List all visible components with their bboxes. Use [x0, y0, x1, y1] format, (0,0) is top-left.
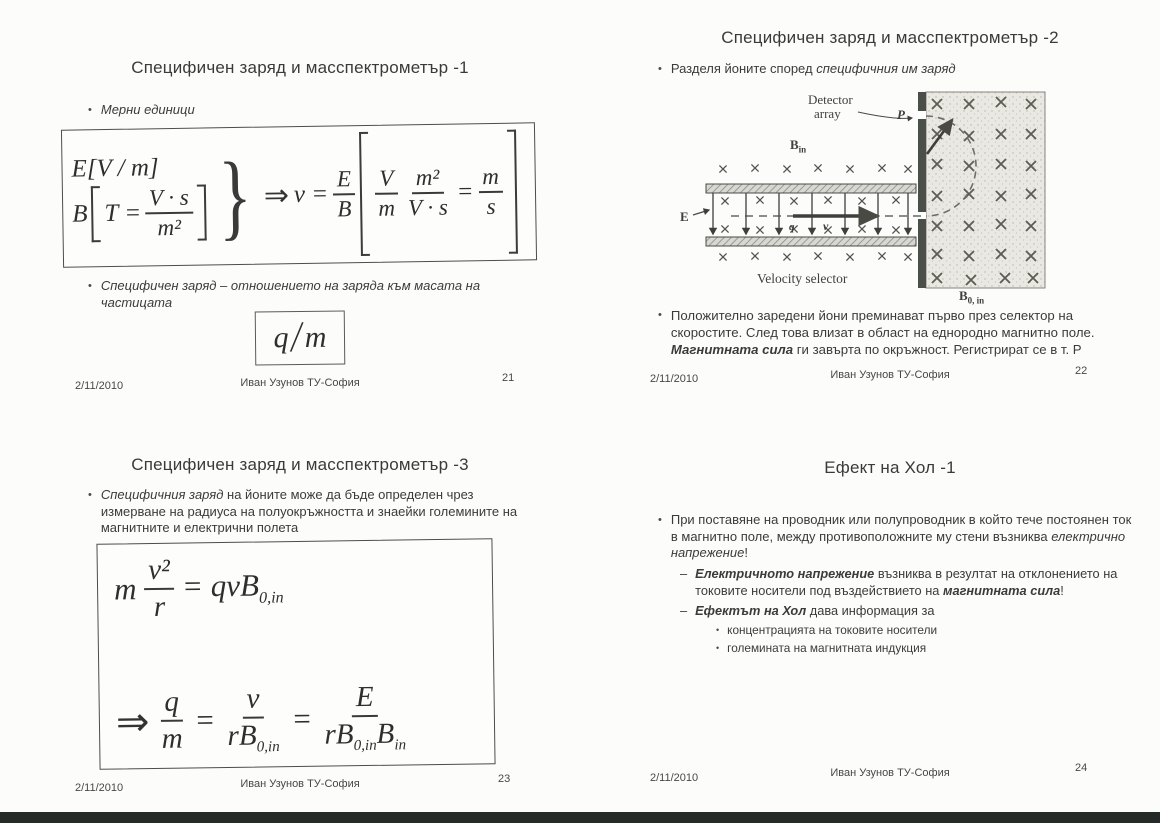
formula-b-units	[72, 184, 207, 242]
slide2-title: Специфичен заряд и масспектрометър -2	[721, 28, 1059, 47]
field-x-marks-above	[719, 164, 911, 172]
scanner-edge-strip	[0, 812, 1160, 823]
left-bracket	[359, 132, 370, 256]
b-in-label: $B_{in}$	[790, 137, 807, 155]
formula-tesla-eq: T =	[104, 198, 142, 227]
slide2-page-number: 22	[1075, 365, 1088, 377]
velocity-selector-label: Velocity selector	[757, 271, 848, 286]
bullet-icon: •	[716, 624, 720, 635]
sub-bold-voltage: Електричното напрежение	[695, 565, 875, 581]
paragraph-part1: Положително заредени йони преминават първо през селектор на скоростите. След това влизат в област на еднородно магнитно поле.	[670, 308, 1095, 341]
point-p-label: P	[897, 107, 905, 122]
slide4-sub-bullet-hall-info	[680, 603, 1140, 620]
item-text-concentration: концентрацията на токовите носители	[727, 622, 938, 637]
slide1-footer-author: Иван Узунов ТУ-София	[240, 377, 360, 389]
slide2-description-paragraph	[658, 307, 1136, 358]
detector-array-label-line2: array	[814, 106, 841, 121]
charge-q-label: q	[789, 221, 795, 233]
bullet-italic-part: специфичния им заряд	[816, 61, 956, 76]
implies-arrow: ⇒	[263, 178, 290, 213]
fraction-e-rbb: $\frac{E}{rB_{0,in}B_{in}}$	[324, 681, 407, 755]
slide4-sub-bullet-voltage	[680, 566, 1140, 599]
fraction-m-s: $\frac{m}{s}$	[478, 164, 504, 220]
sub-bold-hall-effect: Ефектът на Хол	[695, 603, 807, 619]
slide3-footer-author: Иван Узунов ТУ-София	[240, 778, 360, 790]
bullet-icon: •	[658, 309, 662, 321]
slide3-formula-box	[96, 538, 495, 770]
slide-22-specific-charge-2	[620, 15, 1160, 400]
slide-21-specific-charge-1	[40, 40, 560, 420]
main-bullet-end: !	[744, 545, 748, 561]
fraction-q-m: $\frac{q}{m}$	[161, 685, 183, 755]
e-field-arrows	[713, 193, 908, 234]
bullet-rest: на йоните може да бъде определен чрез измерване на радиуса на полуокръжността и знаейки големините на магнитните и електрични полета	[100, 487, 518, 536]
paragraph-bold-magnetic-force: Магнитната сила	[670, 342, 794, 358]
bullet-icon: •	[88, 104, 92, 116]
slide4-body	[658, 512, 1140, 657]
main-bullet-italic: електрично напрежение	[670, 528, 1126, 561]
mass-spectrometer-diagram	[675, 88, 1135, 305]
bullet-lead: Разделя йоните според	[670, 61, 817, 76]
equals-sign: =	[194, 702, 216, 738]
equals-sign: =	[291, 700, 313, 737]
slide3-bullet-method	[88, 487, 518, 537]
top-plate	[706, 184, 916, 193]
sub-bold-magnetic-force: магнитната сила	[942, 582, 1061, 598]
formula-v-eq: v =	[293, 180, 329, 209]
fraction-vs-m2: $\frac{V \cdot s}{\text{m²}}$	[145, 184, 194, 241]
bullet-icon: •	[88, 489, 92, 501]
detector-array-bar	[918, 92, 926, 288]
dash-icon: –	[680, 565, 688, 581]
qm-formula-box	[255, 311, 346, 366]
slide2-bullet-separation	[658, 61, 956, 78]
implies-arrow: ⇒	[115, 698, 150, 745]
fraction-v-rb: $\frac{v}{rB_{0,in}}$	[227, 682, 280, 756]
slide4-page-number: 24	[1075, 762, 1088, 774]
slide4-item-concentration	[716, 623, 1140, 639]
sub-bullet-hall-text	[695, 603, 934, 620]
sub-part2: възниква в резултат на отклонението на токовите носители под въздействието на	[695, 565, 1118, 598]
slide1-units-formula-box	[61, 122, 537, 267]
detector-array-label-line1: Detector	[808, 92, 853, 107]
slide2-bullet-text	[671, 61, 956, 78]
right-bracket	[507, 130, 518, 254]
formula-row-result	[115, 680, 478, 759]
fraction-e-b: $\frac{E}{B}$	[333, 166, 356, 222]
m-symbol: m	[304, 320, 327, 354]
slide1-page-number: 21	[502, 372, 515, 384]
slide1-footer-date: 2/11/2010	[75, 380, 124, 392]
right-bracket	[197, 184, 207, 240]
slide4-main-bullet	[658, 512, 1140, 562]
field-x-marks-below	[719, 252, 911, 260]
mass-symbol: m	[113, 571, 137, 607]
sub-rest: дава информация за	[806, 603, 935, 619]
eq-qv: = qvB$_{0,in}$	[181, 567, 284, 607]
main-bullet-part1: При поставяне на проводник или полупроводник в който тече постоянен ток в магнитно поле, между противоположните му стени възниква	[670, 512, 1132, 544]
slide3-bullet-text	[101, 487, 518, 537]
slide3-title: Специфичен заряд и масспектрометър -3	[131, 455, 469, 474]
slide1-bullet-units-text: Мерни единици	[100, 102, 195, 117]
slide4-item-induction	[716, 641, 1140, 657]
paragraph-part2: ги завърта по окръжност. Регистрират се в т. Р	[793, 342, 1082, 358]
bottom-plate	[706, 237, 916, 246]
e-label-arrow	[693, 210, 709, 215]
slide3-page-number: 23	[498, 773, 511, 785]
fraction-m2-vs: $\frac{\text{m²}}{V \cdot s}$	[407, 164, 449, 221]
equals-sign: =	[456, 178, 474, 206]
slide1-bullet-definition-text: Специфичен заряд – отношението на заряда към масата на частицата	[100, 278, 481, 310]
fraction-v-m: $\frac{V}{m}$	[374, 165, 400, 221]
slide-24-hall-effect-1	[620, 440, 1160, 795]
slide1-bullet-definition	[88, 278, 536, 311]
e-field-label: E	[680, 209, 689, 224]
slide4-footer-author: Иван Узунов ТУ-София	[830, 767, 950, 779]
radius-label: r	[938, 132, 942, 143]
slide4-main-bullet-text	[671, 512, 1140, 562]
slide4-footer-date: 2/11/2010	[650, 772, 699, 784]
bullet-icon: •	[658, 63, 662, 75]
bullet-icon: •	[88, 280, 92, 292]
bullet-icon: •	[716, 643, 720, 654]
slide3-footer-date: 2/11/2010	[75, 782, 124, 794]
bullet-italic-lead: Специфичния заряд	[100, 487, 224, 502]
detector-gap-p	[918, 111, 926, 119]
formula-b-symbol: B	[72, 199, 88, 228]
sub-bullet-voltage-text	[695, 566, 1140, 599]
left-bracket	[91, 186, 101, 242]
dash-icon: –	[680, 603, 688, 619]
slide1-bullet-units	[88, 102, 195, 119]
velocity-v-label: v	[823, 219, 829, 233]
slide2-footer-author: Иван Узунов ТУ-София	[830, 369, 950, 381]
item-text-induction: големината на магнитната индукция	[727, 641, 927, 656]
formula-e-units: E[V / m]	[71, 153, 159, 183]
slide2-paragraph-text	[671, 307, 1136, 358]
curly-brace: }	[217, 141, 253, 250]
formula-row-newton	[114, 549, 477, 624]
slide1-title: Специфичен заряд и масспектрометър -1	[131, 58, 469, 77]
slide4-title: Ефект на Хол -1	[824, 458, 956, 477]
slide-23-specific-charge-3	[40, 440, 560, 805]
bullet-icon: •	[658, 514, 662, 526]
sub-end: !	[1060, 582, 1064, 598]
division-slash: /	[291, 311, 303, 364]
q-symbol: q	[273, 321, 289, 355]
formula-left-column	[68, 153, 206, 242]
b0-in-label: $B_{0, in}$	[959, 288, 985, 305]
slide2-footer-date: 2/11/2010	[650, 373, 699, 385]
fraction-v2-r: $\frac{\text{v²}}{r}$	[144, 554, 175, 624]
